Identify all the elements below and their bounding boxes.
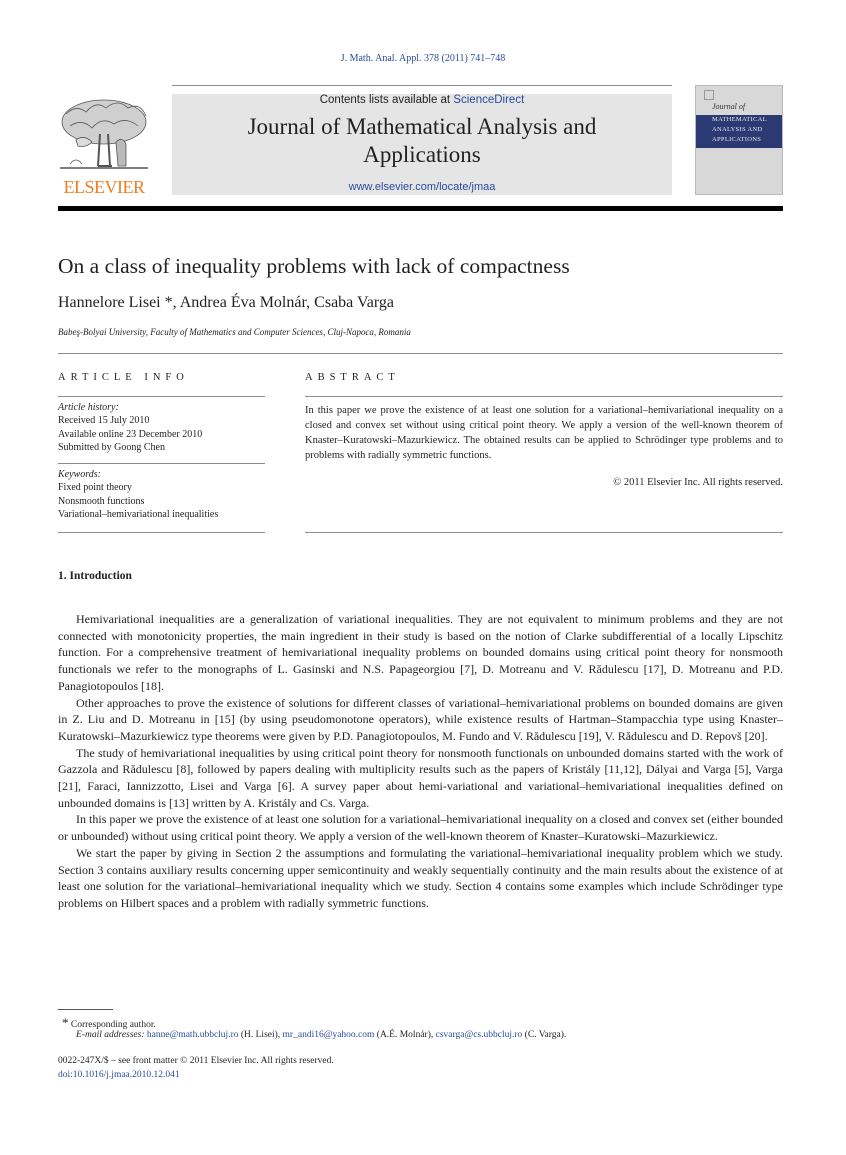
cover-line: ANALYSIS AND (712, 126, 763, 133)
header-divider (58, 206, 783, 211)
affiliation: Babeş-Bolyai University, Faculty of Mathematics and Computer Sciences, Cluj-Napoca, Romania (58, 327, 411, 337)
email-owner: (H. Lisei), (238, 1030, 283, 1040)
journal-url-link[interactable]: www.elsevier.com/locate/jmaa (348, 181, 496, 193)
section-divider (58, 353, 783, 354)
article-info-bottom-rule (58, 532, 265, 533)
paragraph: Hemivariational inequalities are a generalization of variational inequalities. They are not equivalent to minimum problems and they are not connected with monotonicity properties, the main ingredient in their study is based on the notion of Clarke subdifferential of a locally Lipschitz function. For a comprehensive treatment of hemivariational inequality problems on bounded domains using critical point theory for nonsmooth functionals we refer to the monographs of L. Gasinski and N.S. Papageorgiou [7], D. Motreanu and V. Rădulescu [17], D. Motreanu and P.D. Panagiotopoulos [18]. (58, 612, 783, 693)
email-label: E-mail addresses: (76, 1030, 145, 1040)
abstract-copyright: © 2011 Elsevier Inc. All rights reserved. (613, 477, 783, 488)
elsevier-logo[interactable] (56, 94, 152, 198)
abstract-rule (305, 396, 783, 397)
article-info-heading: ARTICLE INFO (58, 372, 189, 383)
history-submitted: Submitted by Goong Chen (58, 442, 165, 454)
keywords-rule (58, 463, 265, 464)
contents-prefix: Contents lists available at (319, 94, 454, 106)
sciencedirect-link[interactable]: ScienceDirect (453, 94, 525, 106)
keywords (58, 468, 218, 522)
section-heading-introduction: 1. Introduction (58, 570, 132, 582)
front-matter: 0022-247X/$ – see front matter © 2011 Elsevier Inc. All rights reserved. (58, 1056, 334, 1066)
cover-band (696, 115, 782, 148)
journal-title-line2: Applications (363, 142, 481, 167)
abstract-text: In this paper we prove the existence of at least one solution for a variational–hemivariational inequality on a closed and convex set without using critical point theory. We apply a version of the well-known theorem of Knaster–Kuratowski–Mazurkiewicz. The obtained results can be applied to Schrödinger type problems and to problems with radially symmetric functions. (305, 405, 783, 461)
tree-icon (56, 94, 152, 174)
footnote-marker: * (62, 1015, 69, 1030)
history-online: Available online 23 December 2010 (58, 428, 203, 440)
keywords-label: Keywords: (58, 469, 101, 480)
authors: Hannelore Lisei *, Andrea Éva Molnár, Csaba Varga (58, 294, 394, 311)
corresponding-author: Corresponding author. (70, 1020, 156, 1030)
journal-title-line1: Journal of Mathematical Analysis and (247, 114, 597, 139)
abstract-bottom-rule (305, 532, 783, 533)
journal-citation[interactable]: J. Math. Anal. Appl. 378 (2011) 741–748 (340, 53, 506, 64)
footnote-emails (76, 1030, 566, 1040)
footnote-corresponding (62, 1015, 156, 1031)
cover-line: APPLICATIONS (712, 136, 762, 143)
history-received: Received 15 July 2010 (58, 415, 150, 427)
keyword: Variational–hemivariational inequalities (58, 509, 219, 521)
cover-line: MATHEMATICAL (712, 116, 767, 123)
article-info-rule (58, 396, 265, 397)
email-link-molnar[interactable]: mr_andi16@yahoo.com (282, 1030, 375, 1040)
journal-title (172, 113, 672, 169)
paragraph: Other approaches to prove the existence of solutions for different classes of variational–hemivariational problems on bounded domains are given in Z. Liu and D. Motreanu in [15] (by using pseudomonotone operators), while existence results of Hartman–Stampacchia type using Knaster–Kuratowski–Mazurkiewicz type theorems were given by P.D. Panagiotopoulos, M. Fundo and V. Rădulescu [19], V. Rădulescu and D. Repovš [20]. (58, 695, 783, 743)
header-rule (172, 85, 672, 86)
cover-logo-icon (704, 90, 714, 100)
email-link-lisei[interactable]: hanne@math.ubbcluj.ro (146, 1030, 239, 1040)
paragraph: We start the paper by giving in Section 2 the assumptions and formulating the variational–hemivariational inequality problem which we study. Section 3 contains auxiliary results concerning upper semicontinuity and weakly sequentially continuity and the main results about the existence of at least one solution for the variational–hemivariational inequality which we study. Section 4 contains some examples which include Schrödinger type problems on Hilbert spaces and a problem with radially symmetric functions. (58, 845, 783, 910)
keyword: Fixed point theory (58, 482, 132, 494)
email-owner: (C. Varga). (522, 1030, 567, 1040)
abstract-heading: ABSTRACT (305, 372, 400, 383)
history-label: Article history: (58, 402, 119, 413)
email-owner: (A.É. Molnár), (374, 1030, 436, 1040)
footnote-rule (58, 1009, 113, 1010)
contents-availability (172, 94, 672, 106)
paragraph: The study of hemivariational inequalities by using critical point theory for nonsmooth functionals on unbounded domains started with the work of Gazzola and Rădulescu [8], followed by papers dealing with multiplicity results such as the papers of Kristály [11,12], Dályai and Varga [5], Varga [21], Faraci, Iannizzotto, Lisei and Varga [6]. A survey paper about hemi-variational and variational–hemivariational inequalities defined on unbounded domains is [13] written by A. Kristály and Cs. Varga. (58, 745, 783, 810)
keyword: Nonsmooth functions (58, 495, 145, 507)
paper-title: On a class of inequality problems with lack of compactness (58, 254, 570, 278)
introduction-body (58, 611, 783, 912)
article-history (58, 401, 202, 455)
journal-banner (172, 94, 672, 195)
doi-link[interactable]: doi:10.1016/j.jmaa.2010.12.041 (58, 1070, 180, 1080)
cover-script: Journal of (712, 102, 746, 111)
email-link-varga[interactable]: csvarga@cs.ubbcluj.ro (435, 1030, 523, 1040)
paragraph: In this paper we prove the existence of at least one solution for a variational–hemivariational inequality on a closed and convex set (either bounded or unbounded) without using critical point theory. We apply a version of the well-known theorem of Knaster–Kuratowski–Mazurkiewicz. (58, 812, 783, 844)
journal-cover[interactable] (695, 85, 783, 195)
elsevier-wordmark: ELSEVIER (63, 177, 145, 197)
